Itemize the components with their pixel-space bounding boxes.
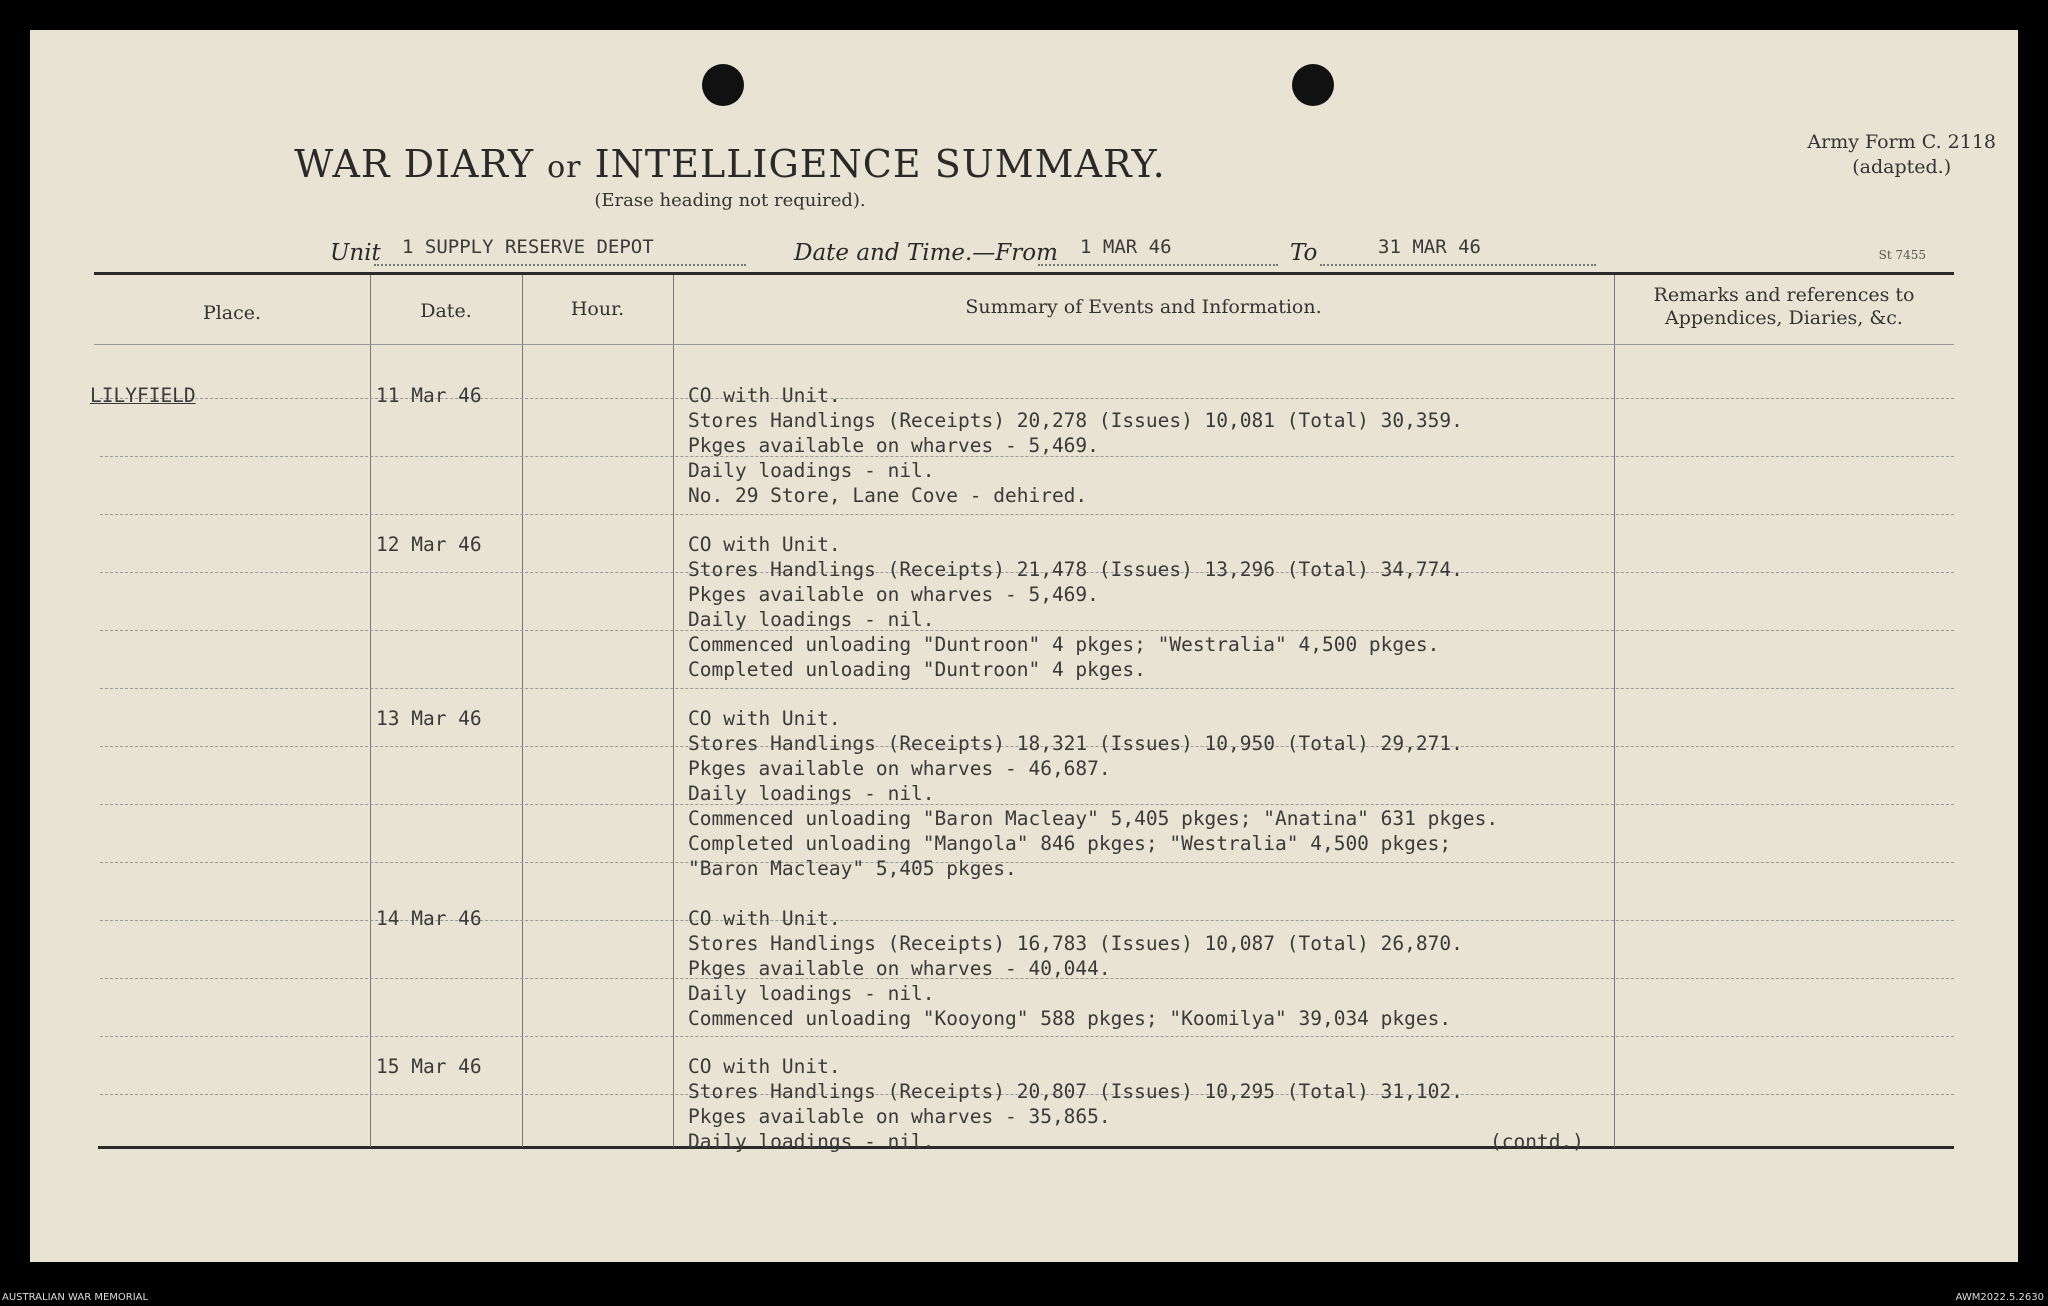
table-bottom-rule: [98, 1146, 1954, 1149]
date-label: Date and Time.—From: [794, 240, 1058, 266]
archive-reference: AWM2022.5.2630: [1955, 1292, 2044, 1303]
summary-line: CO with Unit.: [688, 707, 841, 730]
continued-note: (contd.): [1490, 1130, 1584, 1153]
archive-footer-strip: [0, 1262, 2048, 1306]
summary-line: Daily loadings - nil.: [688, 782, 935, 805]
ruled-line: [100, 630, 1954, 631]
ruled-line: [100, 804, 1954, 805]
summary-line: Pkges available on wharves - 40,044.: [688, 957, 1111, 980]
summary-line: Commenced unloading "Kooyong" 588 pkges; "Koomilya" 39,034 pkges.: [688, 1007, 1452, 1030]
header-remarks: Remarks and references to Appendices, Diaries, &c.: [1653, 284, 1915, 329]
diary-page: [30, 30, 2018, 1262]
entry-date: 15 Mar 46: [376, 1055, 482, 1078]
header-date: Date.: [420, 300, 472, 322]
ruled-line: [100, 514, 1954, 515]
table-top-rule: [94, 272, 1954, 275]
summary-line: No. 29 Store, Lane Cove - dehired.: [688, 484, 1088, 507]
form-subtitle: (Erase heading not required).: [594, 190, 866, 211]
form-title: WAR DIARY or INTELLIGENCE SUMMARY.: [294, 142, 1166, 186]
ruled-line: [100, 688, 1954, 689]
entry-date: 14 Mar 46: [376, 907, 482, 930]
summary-line: Commenced unloading "Duntroon" 4 pkges; "Westralia" 4,500 pkges.: [688, 633, 1440, 656]
to-dotted-line: [1320, 264, 1596, 266]
summary-line: CO with Unit.: [688, 533, 841, 556]
column-divider: [1614, 275, 1615, 1147]
stationery-number: St 7455: [1878, 248, 1926, 262]
summary-line: CO with Unit.: [688, 907, 841, 930]
ruled-line: [100, 862, 1954, 863]
from-value: 1 MAR 46: [1080, 236, 1172, 258]
summary-line: Daily loadings - nil.: [688, 459, 935, 482]
archive-name: AUSTRALIAN WAR MEMORIAL: [2, 1292, 149, 1303]
summary-line: Stores Handlings (Receipts) 20,278 (Issues) 10,081 (Total) 30,359.: [688, 409, 1463, 432]
column-divider: [370, 275, 371, 1147]
punch-hole: [1292, 64, 1334, 106]
summary-line: Stores Handlings (Receipts) 18,321 (Issues) 10,950 (Total) 29,271.: [688, 732, 1463, 755]
unit-label: Unit: [330, 240, 381, 266]
summary-line: Pkges available on wharves - 5,469.: [688, 583, 1099, 606]
summary-line: Stores Handlings (Receipts) 20,807 (Issues) 10,295 (Total) 31,102.: [688, 1080, 1463, 1103]
summary-line: Pkges available on wharves - 46,687.: [688, 757, 1111, 780]
summary-line: CO with Unit.: [688, 1055, 841, 1078]
to-label: To: [1290, 240, 1318, 266]
summary-line: Daily loadings - nil.: [688, 608, 935, 631]
unit-dotted-line: [374, 264, 746, 266]
entry-date: 12 Mar 46: [376, 533, 482, 556]
summary-line: Pkges available on wharves - 35,865.: [688, 1105, 1111, 1128]
summary-line: Daily loadings - nil.: [688, 1130, 935, 1153]
entry-date: 11 Mar 46: [376, 384, 482, 407]
from-dotted-line: [1038, 264, 1278, 266]
header-underline: [94, 344, 1954, 345]
header-place: Place.: [202, 302, 262, 324]
place-value: LILYFIELD: [90, 384, 196, 407]
summary-line: Pkges available on wharves - 5,469.: [688, 434, 1099, 457]
header-hour: Hour.: [570, 298, 625, 320]
to-value: 31 MAR 46: [1378, 236, 1481, 258]
punch-hole: [702, 64, 744, 106]
summary-line: CO with Unit.: [688, 384, 841, 407]
summary-line: "Baron Macleay" 5,405 pkges.: [688, 857, 1017, 880]
column-divider: [522, 275, 523, 1147]
summary-line: Completed unloading "Duntroon" 4 pkges.: [688, 658, 1146, 681]
header-summary: Summary of Events and Information.: [965, 296, 1322, 318]
form-number: Army Form C. 2118 (adapted.): [1807, 131, 1996, 178]
ruled-line: [100, 1036, 1954, 1037]
summary-line: Commenced unloading "Baron Macleay" 5,405 pkges; "Anatina" 631 pkges.: [688, 807, 1499, 830]
summary-line: Stores Handlings (Receipts) 16,783 (Issues) 10,087 (Total) 26,870.: [688, 932, 1463, 955]
column-divider: [673, 275, 674, 1147]
summary-line: Stores Handlings (Receipts) 21,478 (Issues) 13,296 (Total) 34,774.: [688, 558, 1463, 581]
entry-date: 13 Mar 46: [376, 707, 482, 730]
unit-value: 1 SUPPLY RESERVE DEPOT: [402, 236, 654, 258]
summary-line: Daily loadings - nil.: [688, 982, 935, 1005]
summary-line: Completed unloading "Mangola" 846 pkges; "Westralia" 4,500 pkges;: [688, 832, 1452, 855]
